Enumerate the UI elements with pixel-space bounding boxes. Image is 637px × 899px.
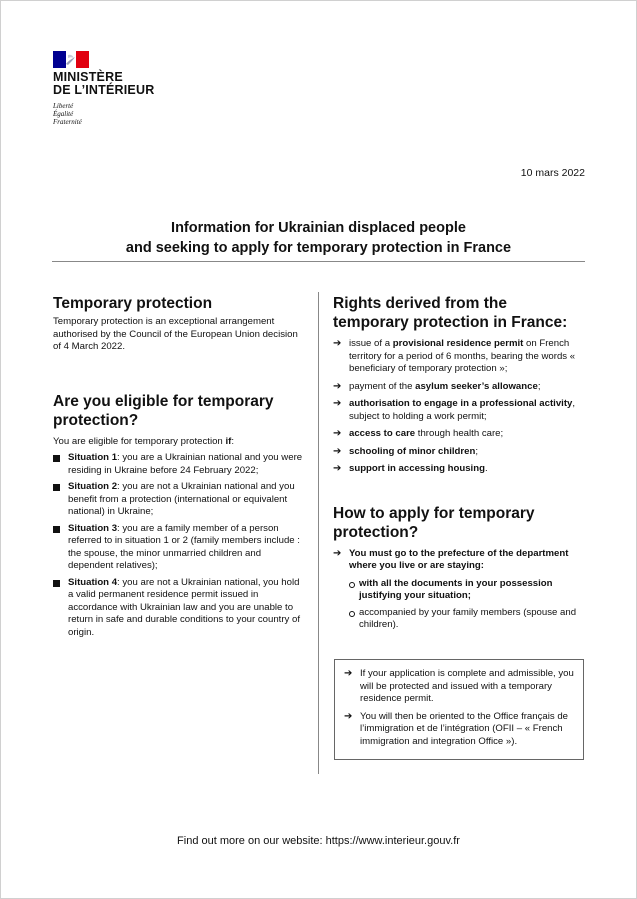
rights-bold: provisional residence permit (392, 338, 524, 349)
rights-heading: Rights derived from the temporary protection in France: (333, 295, 568, 331)
rights-item (333, 338, 585, 376)
arrow-right-icon: ➔ (333, 428, 342, 439)
ministry-name (53, 71, 154, 97)
title-divider (52, 261, 585, 262)
intro-if: if (225, 435, 232, 447)
situation-label: Situation 1 (68, 452, 118, 463)
situation-item (53, 452, 306, 477)
situations-list (53, 452, 306, 639)
rights-text: ; (537, 380, 541, 392)
marianne-flag-logo (53, 51, 89, 68)
circle-bullet-icon (349, 611, 355, 617)
title-line1: Information for Ukrainian displaced people (171, 220, 466, 236)
info-box (334, 659, 584, 760)
ministry-line1: MINISTÈRE (53, 70, 123, 84)
how-to-apply-heading: How to apply for temporary protection? (333, 504, 535, 541)
square-bullet-icon (53, 526, 60, 533)
ministry-line2: DE L’INTÉRIEUR (53, 83, 155, 97)
arrow-right-icon: ➔ (333, 547, 342, 559)
rights-item (333, 463, 585, 476)
arrow-right-icon: ➔ (333, 380, 342, 392)
rights-item (333, 398, 585, 423)
document-date: 10 mars 2022 (520, 167, 585, 179)
situation-text: : you are not a Ukrainian national, you hold a valid permanent residence permit issued in accordance with Ukrainian law and you are unable to return in safe and durable conditions to your country of origin. (68, 576, 300, 638)
rights-bold: access to care (349, 428, 416, 439)
rights-text: on French territory for a period of 6 months, bearing the words « beneficiary of temporary protection »; (349, 338, 576, 374)
situation-text: : you are not a Ukrainian national and you benefit from a protection (international or equivalent national) in Ukraine; (68, 481, 295, 517)
intro-colon: : (231, 435, 234, 447)
how-item (333, 548, 585, 573)
rights-text: payment of the (349, 380, 416, 392)
document-title (52, 218, 585, 258)
eligibility-intro (53, 436, 306, 449)
motto-liberte: Liberté (53, 102, 74, 110)
eligibility-heading: Are you eligible for temporary protection? (53, 392, 274, 429)
situation-item (53, 481, 306, 519)
how-sub-item (349, 607, 585, 632)
arrow-right-icon: ➔ (333, 445, 342, 457)
situation-label: Situation 3 (68, 522, 118, 534)
rights-item (333, 381, 585, 394)
rights-text: , subject to holding a work permit; (349, 398, 576, 422)
arrow-right-icon: ➔ (344, 668, 353, 679)
rights-text: through health care; (415, 428, 504, 439)
situation-item (53, 523, 306, 573)
temporary-protection-text: Temporary protection is an exceptional arrangement authorised by the Council of the European Union decision of 4 March 2022. (53, 316, 298, 352)
arrow-right-icon: ➔ (333, 398, 342, 409)
info-box-text: If your application is complete and admissible, you will be protected and issued with a temporary residence permit. (360, 668, 574, 704)
temporary-protection-heading: Temporary protection (53, 295, 213, 312)
right-column (333, 294, 585, 636)
how-to-apply-list (333, 548, 585, 573)
rights-bold: support in accessing housing (349, 463, 485, 474)
rights-list (333, 338, 585, 476)
situation-label: Situation 2 (68, 481, 118, 492)
republic-motto (53, 102, 82, 126)
arrow-right-icon: ➔ (344, 710, 353, 722)
square-bullet-icon (53, 484, 60, 491)
intro-text: You are eligible for temporary protection (53, 435, 226, 447)
arrow-right-icon: ➔ (333, 338, 342, 349)
situation-text: : you are a Ukrainian national and you were residing in Ukraine before 24 February 2022; (68, 452, 303, 476)
motto-egalite: Égalité (53, 110, 74, 118)
rights-text: ; (475, 445, 478, 457)
motto-fraternite: Fraternité (53, 118, 82, 126)
how-sub-text: with all the documents in your possession justifying your situation; (359, 577, 553, 601)
website-link[interactable]: https://www.interieur.gouv.fr (325, 835, 460, 847)
column-divider (318, 292, 319, 774)
info-box-item (344, 711, 575, 749)
left-column (53, 294, 306, 643)
footer-text: Find out more on our website: (177, 835, 326, 847)
footer (0, 835, 637, 847)
how-main-text: You must go to the prefecture of the department where you live or are staying: (349, 547, 569, 571)
title-line2: and seeking to apply for temporary protection in France (125, 240, 512, 256)
situation-label: Situation 4 (68, 576, 118, 588)
rights-bold: authorisation to engage in a professional activity (349, 398, 573, 409)
info-box-list (344, 668, 575, 748)
situation-text: : you are a family member of a person referred to in situation 1 or 2 (family members include : the spouse, the minor unmarried children and dependent relatives); (68, 522, 300, 571)
arrow-right-icon: ➔ (333, 463, 342, 474)
how-sub-text: accompanied by your family members (spouse and children). (359, 606, 577, 630)
situation-item (53, 577, 306, 640)
square-bullet-icon (53, 580, 60, 587)
rights-item (333, 446, 585, 459)
how-sub-item (349, 578, 585, 603)
rights-bold: schooling of minor children (349, 445, 476, 457)
info-box-item (344, 668, 575, 706)
rights-text: issue of a (349, 338, 393, 349)
square-bullet-icon (53, 455, 60, 462)
rights-bold: asylum seeker’s allowance (415, 380, 538, 392)
info-box-text: You will then be oriented to the Office français de l’immigration et de l’intégration (OFII – « French immigration and integration Office »). (360, 710, 568, 747)
rights-text: . (484, 463, 488, 474)
rights-item (333, 428, 585, 441)
circle-bullet-icon (349, 582, 355, 588)
how-sub-list (349, 578, 585, 632)
